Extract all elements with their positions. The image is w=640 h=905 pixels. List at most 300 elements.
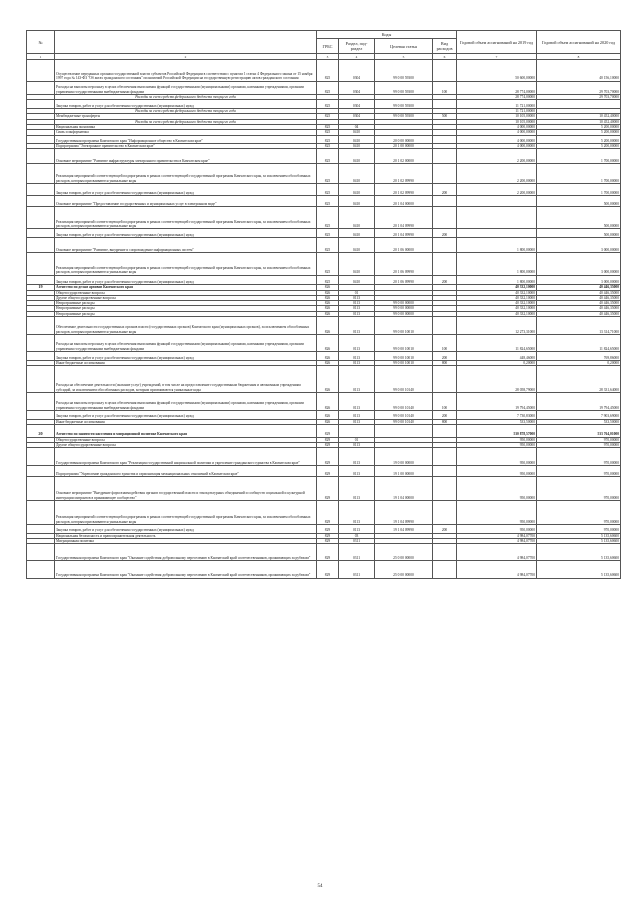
row-expense-type <box>433 448 457 466</box>
table-row <box>27 60 621 82</box>
row-amount-2020: 970,00000 <box>537 442 621 447</box>
row-target-article: 19 1 00 00000 <box>375 466 433 477</box>
row-amount-2020: 769,86000 <box>537 351 621 360</box>
row-amount-2019: 4 984,07700 <box>457 561 537 578</box>
col-index: 6 <box>433 54 457 60</box>
row-target-article: 99 0 00 59300 <box>375 100 433 109</box>
row-amount-2019: 11 721,00000 <box>457 100 537 109</box>
row-name: Агентство по делам архивов Камчатского края <box>55 285 317 290</box>
row-grbs-code: 826 <box>317 334 339 351</box>
row-grbs-code: 825 <box>317 229 339 238</box>
col-header-grbs: ГРБС <box>317 39 339 54</box>
row-amount-2020: 10 452,40000 <box>537 114 621 119</box>
row-target-article: 20 1 02 09990 <box>375 184 433 196</box>
row-target-article: 20 1 04 00000 <box>375 195 433 206</box>
row-section-code: 0410 <box>339 135 375 143</box>
table-row <box>27 351 621 360</box>
row-number <box>27 544 55 561</box>
row-name: Национальная экономика <box>55 125 317 130</box>
row-number <box>27 275 55 285</box>
row-amount-2020: 40 156,10000 <box>537 60 621 82</box>
col-index: 8 <box>537 54 621 60</box>
row-grbs-code: 825 <box>317 100 339 109</box>
row-amount-2020: 5 200,00000 <box>537 135 621 143</box>
row-name: Общегосударственные вопросы <box>55 437 317 442</box>
row-expense-type: 500 <box>433 114 457 119</box>
row-name: Расходы на выплаты персоналу в целях обеспечения выполнения функций государственными (муниципальными) органами, казенными учреждениями, органами управления государственными внебюджетными фондами <box>55 334 317 351</box>
table-row <box>27 184 621 196</box>
row-grbs-code: 826 <box>317 290 339 295</box>
row-amount-2020: 5 200,00000 <box>537 130 621 135</box>
row-section-code: 0410 <box>339 143 375 148</box>
row-amount-2019: 1 800,00000 <box>457 253 537 275</box>
row-amount-2019: 10 105,00000 <box>457 114 537 119</box>
row-expense-type <box>433 149 457 164</box>
row-number <box>27 448 55 466</box>
row-section-code: 0311 <box>339 544 375 561</box>
row-grbs-code: 826 <box>317 317 339 335</box>
row-number <box>27 253 55 275</box>
col-index: 2 <box>55 54 317 60</box>
row-amount-2019: 4 000,00000 <box>457 125 537 130</box>
row-grbs-code: 826 <box>317 360 339 365</box>
row-target-article: 19 1 04 09990 <box>375 524 433 533</box>
row-amount-2019: 40 332,10000 <box>457 290 537 295</box>
row-amount-2020: 5 200,00000 <box>537 125 621 130</box>
row-section-code: 0410 <box>339 195 375 206</box>
row-expense-type: 200 <box>433 229 457 238</box>
row-number <box>27 334 55 351</box>
row-amount-2019: 40 332,10000 <box>457 285 537 290</box>
row-amount-2020: 40 446,35000 <box>537 311 621 316</box>
table-row <box>27 466 621 477</box>
table-row <box>27 501 621 525</box>
col-header-number: № <box>27 31 55 54</box>
row-section-code <box>339 425 375 438</box>
budget-table <box>26 30 621 579</box>
row-amount-2019: 7 730,83000 <box>457 410 537 419</box>
row-section-code: 0113 <box>339 442 375 447</box>
row-amount-2019: 2 200,00000 <box>457 184 537 196</box>
row-amount-2019 <box>457 195 537 206</box>
row-section-code: 0410 <box>339 149 375 164</box>
row-section-code: 0113 <box>339 306 375 311</box>
table-row <box>27 100 621 109</box>
row-amount-2019: 950,00000 <box>457 437 537 442</box>
row-amount-2020: 5 135,60600 <box>537 561 621 578</box>
row-name: Другие общегосударственные вопросы <box>55 295 317 300</box>
row-name: Реализация мероприятий соответствующей подпрограммы в рамках соответствующей государственной программы Камчатского края, за исключением обособленных расходов, которым присваиваются уникальные коды <box>55 253 317 275</box>
row-amount-2020: 40 446,35000 <box>537 285 621 290</box>
row-expense-type <box>433 164 457 184</box>
table-body <box>27 60 621 579</box>
row-number <box>27 195 55 206</box>
row-amount-2019: 448,46000 <box>457 351 537 360</box>
row-grbs-code: 826 <box>317 392 339 410</box>
table-row <box>27 195 621 206</box>
row-amount-2020: 5 200,00000 <box>537 143 621 148</box>
col-header-sum-2019: Годовой объем ассигнований на 2019 год <box>457 31 537 54</box>
row-grbs-code: 829 <box>317 477 339 501</box>
row-amount-2019: 40 332,10000 <box>457 301 537 306</box>
row-amount-2019: 950,00000 <box>457 501 537 525</box>
row-name: Закупка товаров, работ и услуг для обеспечения государственных (муниципальных) нужд <box>55 351 317 360</box>
row-expense-type <box>433 60 457 82</box>
row-target-article: 99 0 00 10140 <box>375 419 433 424</box>
table-row <box>27 410 621 419</box>
row-section-code: 0410 <box>339 238 375 253</box>
row-amount-2019: 2 200,00000 <box>457 149 537 164</box>
row-name: Реализация мероприятий соответствующей подпрограммы в рамках соответствующей государственной программы Камчатского края, за исключением обособленных расходов, которым присваиваются уникальные коды <box>55 164 317 184</box>
row-name: Расходы на выплаты персоналу в целях обеспечения выполнения функций государственными (муниципальными) органами, казенными учреждениями, органами управления государственными внебюджетными фондами <box>55 81 317 94</box>
row-name: Основное мероприятие "Развитие инфраструктуры электронного правительства в Камчатском крае" <box>55 149 317 164</box>
row-amount-2019: 533,50000 <box>457 419 537 424</box>
row-amount-2020: 500,00000 <box>537 195 621 206</box>
row-name: Подпрограмма "Укрепление гражданского единства и гармонизация межнациональных отношений в Камчатском крае" <box>55 466 317 477</box>
row-number <box>27 184 55 196</box>
row-name: Расходы за счет средств федерального бюджета текущего года <box>55 109 317 114</box>
row-grbs-code: 826 <box>317 311 339 316</box>
row-target-article: 20 1 02 00000 <box>375 149 433 164</box>
row-name: Национальная безопасность и правоохранительная деятельность <box>55 533 317 538</box>
row-amount-2020: 29 703,70000 <box>537 81 621 94</box>
row-number <box>27 135 55 143</box>
row-amount-2020: 40 446,35000 <box>537 290 621 295</box>
table-row <box>27 392 621 410</box>
row-section-code: 0113 <box>339 466 375 477</box>
row-amount-2020: 5 135,60600 <box>537 533 621 538</box>
row-expense-type <box>433 238 457 253</box>
row-amount-2019: 19 794,45000 <box>457 392 537 410</box>
row-amount-2020 <box>537 100 621 109</box>
row-number: 20 <box>27 425 55 438</box>
row-grbs-code: 826 <box>317 285 339 290</box>
row-target-article: 99 0 00 59300 <box>375 114 433 119</box>
row-amount-2019: 950,00000 <box>457 442 537 447</box>
row-amount-2019: 0,20000 <box>457 360 537 365</box>
row-grbs-code: 829 <box>317 425 339 438</box>
row-amount-2020: 29 703,70000 <box>537 94 621 99</box>
row-grbs-code: 825 <box>317 184 339 196</box>
row-section-code: 0113 <box>339 501 375 525</box>
row-grbs-code: 826 <box>317 410 339 419</box>
row-amount-2019: 4 000,00000 <box>457 130 537 135</box>
row-grbs-code: 825 <box>317 164 339 184</box>
table-header-row <box>27 31 621 39</box>
row-number <box>27 524 55 533</box>
row-grbs-code: 829 <box>317 501 339 525</box>
table-row <box>27 238 621 253</box>
row-grbs-code: 829 <box>317 448 339 466</box>
row-name: Непрограммные расходы <box>55 301 317 306</box>
row-name: Обеспечение деятельности государственных органов власти (государственных органов) Камчатского края (муниципальных органов), за исключением обособленных расходов, которым присваиваются уникальные коды <box>55 317 317 335</box>
page-number: 54 <box>317 884 323 889</box>
row-expense-type <box>433 366 457 393</box>
row-name: Другие общегосударственные вопросы <box>55 442 317 447</box>
row-name: Закупка товаров, работ и услуг для обеспечения государственных (муниципальных) нужд <box>55 229 317 238</box>
row-grbs-code: 825 <box>317 143 339 148</box>
row-section-code: 0113 <box>339 366 375 393</box>
row-amount-2019: 950,00000 <box>457 477 537 501</box>
row-grbs-code: 826 <box>317 306 339 311</box>
row-expense-type: 200 <box>433 184 457 196</box>
row-name: Закупка товаров, работ и услуг для обеспечения государственных (муниципальных) нужд <box>55 524 317 533</box>
row-expense-type <box>433 195 457 206</box>
row-name: Иные бюджетные ассигнования <box>55 360 317 365</box>
row-amount-2019: 950,00000 <box>457 448 537 466</box>
row-expense-type <box>433 477 457 501</box>
table-row <box>27 164 621 184</box>
row-name: Закупка товаров, работ и услуг для обеспечения государственных (муниципальных) нужд <box>55 410 317 419</box>
table-row <box>27 317 621 335</box>
row-grbs-code: 825 <box>317 207 339 229</box>
row-name: Основное мероприятие "Развитие, внедрение и сопровождение информационных систем" <box>55 238 317 253</box>
col-index: 7 <box>457 54 537 60</box>
row-target-article: 19 0 00 00000 <box>375 448 433 466</box>
row-number <box>27 60 55 82</box>
row-target-article: 99 0 00 59300 <box>375 60 433 82</box>
row-amount-2020: 970,00000 <box>537 477 621 501</box>
row-grbs-code: 825 <box>317 114 339 119</box>
table-row <box>27 334 621 351</box>
row-grbs-code: 829 <box>317 437 339 442</box>
row-amount-2020: 1 700,00000 <box>537 149 621 164</box>
row-grbs-code: 829 <box>317 539 339 544</box>
row-section-code: 0304 <box>339 114 375 119</box>
col-header-expense-type: Вид расходов <box>433 39 457 54</box>
row-target-article: 99 0 00 10010 <box>375 360 433 365</box>
row-expense-type <box>433 561 457 578</box>
table-row <box>27 207 621 229</box>
table-row <box>27 561 621 578</box>
row-name: Закупка товаров, работ и услуг для обеспечения государственных (муниципальных) нужд <box>55 184 317 196</box>
row-section-code: 0113 <box>339 419 375 424</box>
row-amount-2020: 19 794,45000 <box>537 392 621 410</box>
row-section-code: 0304 <box>339 60 375 82</box>
row-expense-type: 800 <box>433 360 457 365</box>
row-section-code: 0410 <box>339 275 375 285</box>
row-expense-type <box>433 253 457 275</box>
col-header-section: Раздел, под- раздел <box>339 39 375 54</box>
row-amount-2020: 5 135,60600 <box>537 539 621 544</box>
row-section-code: 0311 <box>339 561 375 578</box>
row-expense-type <box>433 544 457 561</box>
row-amount-2020: 13 314,71000 <box>537 317 621 335</box>
row-amount-2020: 500,00000 <box>537 207 621 229</box>
row-name: Непрограммные расходы <box>55 306 317 311</box>
row-section-code: 0113 <box>339 295 375 300</box>
row-number <box>27 238 55 253</box>
row-target-article: 25 0 00 00000 <box>375 544 433 561</box>
row-target-article: 99 0 00 00000 <box>375 311 433 316</box>
row-number <box>27 164 55 184</box>
row-grbs-code: 829 <box>317 561 339 578</box>
row-name: Агентство по занятости населения и миграционной политике Камчатского края <box>55 425 317 438</box>
row-section-code: 0113 <box>339 317 375 335</box>
row-grbs-code: 825 <box>317 130 339 135</box>
row-name: Государственная программа Камчатского края "Информационное общество в Камчатском крае" <box>55 135 317 143</box>
row-section-code: 0113 <box>339 351 375 360</box>
row-grbs-code: 826 <box>317 419 339 424</box>
row-number <box>27 392 55 410</box>
row-target-article <box>375 425 433 438</box>
table-row <box>27 448 621 466</box>
col-index: 3 <box>317 54 339 60</box>
row-expense-type: 200 <box>433 524 457 533</box>
row-section-code: 0113 <box>339 477 375 501</box>
col-header-target-article: Целевая статья <box>375 39 433 54</box>
row-expense-type <box>433 135 457 143</box>
row-amount-2019: 28 774,00000 <box>457 81 537 94</box>
row-number <box>27 477 55 501</box>
table-row <box>27 544 621 561</box>
row-number <box>27 561 55 578</box>
row-amount-2020: 970,00000 <box>537 466 621 477</box>
row-amount-2019: 28 774,00000 <box>457 94 537 99</box>
row-name: Непрограммные расходы <box>55 311 317 316</box>
row-amount-2020: 970,00000 <box>537 437 621 442</box>
row-grbs-code: 825 <box>317 275 339 285</box>
row-grbs-code: 825 <box>317 238 339 253</box>
row-target-article: 19 1 04 09990 <box>375 501 433 525</box>
row-amount-2019: 40 332,10000 <box>457 306 537 311</box>
row-expense-type <box>433 466 457 477</box>
row-amount-2019: 1 800,00000 <box>457 238 537 253</box>
row-expense-type <box>433 207 457 229</box>
row-target-article: 20 1 06 09990 <box>375 275 433 285</box>
row-name: Основное мероприятие "Предоставление государственных и муниципальных услуг в электронном виде" <box>55 195 317 206</box>
row-section-code: 0113 <box>339 334 375 351</box>
row-grbs-code: 825 <box>317 81 339 94</box>
col-header-sum-2020: Годовой объем ассигнований на 2020 год <box>537 31 621 54</box>
row-target-article: 19 1 04 00000 <box>375 477 433 501</box>
row-amount-2019: 4 984,07700 <box>457 544 537 561</box>
row-amount-2019: 950,00000 <box>457 524 537 533</box>
table-row <box>27 477 621 501</box>
row-amount-2020: 5 135,60600 <box>537 544 621 561</box>
row-name: Государственная программа Камчатского края "Оказание содействия добровольному переселению в Камчатский край соотечественников, проживающих за рубежом" <box>55 561 317 578</box>
table-row <box>27 229 621 238</box>
row-section-code: 0113 <box>339 301 375 306</box>
row-grbs-code: 829 <box>317 466 339 477</box>
row-section-code: 0410 <box>339 229 375 238</box>
row-name: Реализация мероприятий соответствующей подпрограммы в рамках соответствующей государственной программы Камчатского края, за исключением обособленных расходов, которым присваиваются уникальные коды <box>55 207 317 229</box>
row-amount-2019: 40 332,10000 <box>457 311 537 316</box>
row-amount-2019: 11 721,00000 <box>457 109 537 114</box>
col-index: 5 <box>375 54 433 60</box>
row-amount-2020: 10 452,40000 <box>537 119 621 124</box>
row-name: Основное мероприятие "Внедрение форм взаимодействия органов государственной власти и этнокультурных объединений и сообществ социальной и культурной интеграции мигрантов в принимающее сообщество" <box>55 477 317 501</box>
row-section-code: 0113 <box>339 448 375 466</box>
col-index: 4 <box>339 54 375 60</box>
row-grbs-code: 825 <box>317 60 339 82</box>
row-section-code: 0311 <box>339 539 375 544</box>
row-grbs-code: 826 <box>317 295 339 300</box>
row-name: Общегосударственные вопросы <box>55 290 317 295</box>
row-number <box>27 410 55 419</box>
row-name: Закупка товаров, работ и услуг для обеспечения государственных (муниципальных) нужд <box>55 100 317 109</box>
row-number <box>27 149 55 164</box>
row-section-code: 0113 <box>339 311 375 316</box>
row-target-article: 99 0 00 59300 <box>375 81 433 94</box>
row-expense-type: 100 <box>433 392 457 410</box>
row-section-code: 0113 <box>339 524 375 533</box>
row-section-code: 0304 <box>339 81 375 94</box>
row-amount-2019: 50 600,00000 <box>457 60 537 82</box>
row-amount-2020: 533 764,01000 <box>537 425 621 438</box>
row-section-code: 01 <box>339 437 375 442</box>
row-amount-2020: 7 903,69000 <box>537 410 621 419</box>
row-amount-2019: 530 878,57000 <box>457 425 537 438</box>
table-row <box>27 366 621 393</box>
row-amount-2019: 4 000,00000 <box>457 135 537 143</box>
row-name: Государственная программа Камчатского края "Оказание содействия добровольному переселению в Камчатский край соотечественников, проживающих за рубежом" <box>55 544 317 561</box>
table-row <box>27 425 621 438</box>
row-amount-2020: 1 700,00000 <box>537 164 621 184</box>
row-grbs-code: 829 <box>317 524 339 533</box>
row-target-article: 99 0 00 10010 <box>375 317 433 335</box>
row-target-article: 99 0 00 10010 <box>375 334 433 351</box>
row-grbs-code: 825 <box>317 125 339 130</box>
row-name: Связь и информатика <box>55 130 317 135</box>
row-target-article: 99 0 00 10140 <box>375 410 433 419</box>
budget-table-sheet <box>26 30 620 579</box>
row-amount-2019: 40 332,10000 <box>457 295 537 300</box>
row-section-code: 0113 <box>339 410 375 419</box>
row-section-code: 0113 <box>339 392 375 410</box>
row-target-article: 20 1 06 09990 <box>375 253 433 275</box>
row-amount-2020: 3 000,00000 <box>537 238 621 253</box>
row-target-article: 99 0 00 00000 <box>375 306 433 311</box>
row-number <box>27 81 55 94</box>
row-amount-2019 <box>457 207 537 229</box>
table-row <box>27 149 621 164</box>
row-number <box>27 366 55 393</box>
row-amount-2019 <box>457 229 537 238</box>
row-amount-2020: 970,00000 <box>537 524 621 533</box>
col-index: 1 <box>27 54 55 60</box>
row-amount-2020: 500,00000 <box>537 229 621 238</box>
row-expense-type: 200 <box>433 410 457 419</box>
table-row <box>27 81 621 94</box>
row-expense-type <box>433 317 457 335</box>
row-grbs-code: 826 <box>317 301 339 306</box>
row-grbs-code: 826 <box>317 351 339 360</box>
row-expense-type <box>433 501 457 525</box>
row-name: Миграционная политика <box>55 539 317 544</box>
row-amount-2020: 28 331,64000 <box>537 366 621 393</box>
row-amount-2020: 11 824,65000 <box>537 334 621 351</box>
row-amount-2020: 970,00000 <box>537 501 621 525</box>
row-amount-2019: 28 058,79000 <box>457 366 537 393</box>
row-name: Расходы за счет средств федерального бюджета текущего года <box>55 94 317 99</box>
row-target-article: 99 0 00 10010 <box>375 351 433 360</box>
row-name: Осуществление переданных органам государственной власти субъектов Российской Федерации в соответствии с пунктом 1 статьи 4 Федерального закона от 15 ноября 1997 года № 143-ФЗ "Об актах гражданского состояния" полномочий Российской Федерации на государственную регистрацию актов гражданского состояния <box>55 60 317 82</box>
row-target-article: 20 1 04 09990 <box>375 229 433 238</box>
row-name: Подпрограмма "Электронное правительство в Камчатском крае" <box>55 143 317 148</box>
row-section-code: 0410 <box>339 184 375 196</box>
row-section-code: 0304 <box>339 100 375 109</box>
row-name: Расходы на выплаты персоналу в целях обеспечения выполнения функций государственными (муниципальными) органами, казенными учреждениями, органами управления государственными внебюджетными фондами <box>55 392 317 410</box>
row-expense-type: 100 <box>433 81 457 94</box>
row-number <box>27 229 55 238</box>
table-row <box>27 524 621 533</box>
row-amount-2020: 40 446,35000 <box>537 306 621 311</box>
row-grbs-code: 829 <box>317 533 339 538</box>
row-amount-2020: 0,20000 <box>537 360 621 365</box>
row-target-article: 99 0 00 10140 <box>375 366 433 393</box>
row-target-article: 20 1 02 09990 <box>375 164 433 184</box>
